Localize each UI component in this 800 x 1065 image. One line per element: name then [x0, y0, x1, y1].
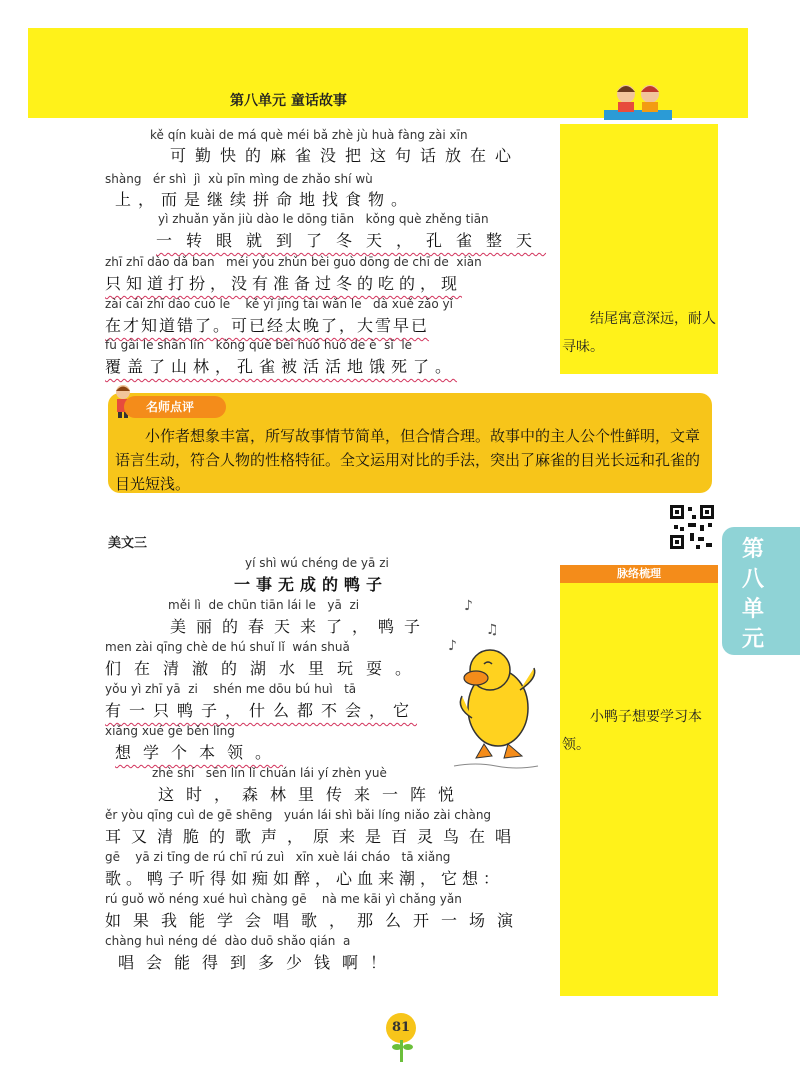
- section-label: 美文三: [108, 536, 148, 551]
- outline-note: 小鸭子想要学习本领。: [562, 709, 702, 753]
- text-line: 在才知道错了。可已经太晚了，大雪早已: [105, 316, 430, 335]
- story-title: 一事无成的鸭子: [234, 575, 389, 594]
- text-line: 想学个本领。: [115, 743, 284, 762]
- text-line: 如果我能学会唱歌，那么开一场演: [105, 911, 526, 930]
- music-note-icon: ♫: [486, 622, 499, 638]
- pinyin-line: yì zhuǎn yǎn jiù dào le dōng tiān kǒng què zhěng tiān: [158, 212, 489, 226]
- pinyin-line: zhè shí sēn lín lǐ chuán lái yí zhèn yuè: [152, 766, 387, 780]
- pinyin-line: ěr yòu qīng cuì de gē shēng yuán lái shì bǎi líng niǎo zài chàng: [105, 808, 492, 822]
- unit-title: 第八单元 童话故事: [230, 93, 347, 109]
- text-line: 这时，森林里传来一阵悦: [158, 785, 467, 804]
- pinyin-line: gē yā zi tīng de rú chī rú zuì xīn xuè lái cháo tā xiǎng: [105, 850, 451, 864]
- flower-leaf: [392, 1044, 402, 1050]
- qr-code-icon: [668, 503, 716, 551]
- text-line: 上，而是继续拼命地找食物。: [115, 190, 415, 209]
- text-line: 只知道打扮，没有准备过冬的吃的，现: [105, 274, 463, 293]
- text-line: 可勤快的麻雀没把这句话放在心: [170, 146, 521, 165]
- text-line: 一转眼就到了冬天，孔雀整天: [156, 231, 547, 250]
- outline-title: 脉络梳理: [560, 565, 718, 583]
- pinyin-line: rú guǒ wǒ néng xué huì chàng gē nà me kāi yì chǎng yǎn: [105, 892, 462, 906]
- flower-stem: [400, 1040, 403, 1062]
- music-note-icon: ♪: [448, 638, 457, 654]
- unit-tab-label: 第八单元: [741, 537, 764, 652]
- duck-illustration: [446, 598, 544, 773]
- text-line: 耳又清脆的歌声，原来是百灵鸟在唱: [105, 827, 522, 846]
- text-line: 美丽的春天来了，鸭子: [170, 617, 431, 636]
- text-line: 歌。鸭子听得如痴如醉，心血来潮，它想：: [105, 869, 505, 888]
- text-line: 们在清澈的湖水里玩耍。: [105, 659, 425, 678]
- text-line: 有一只鸭子，什么都不会，它: [105, 701, 418, 720]
- music-note-icon: ♪: [464, 598, 473, 614]
- pinyin-line: zài cái zhī dào cuò le kě yǐ jīng tài wǎn le dà xuě zǎo yǐ: [105, 297, 453, 311]
- pinyin-line: měi lì de chūn tiān lái le yā zi: [168, 598, 360, 612]
- text-line: 唱会能得到多少钱啊！: [118, 953, 399, 972]
- pinyin-line: yǒu yì zhī yā zi shén me dōu bú huì tā: [105, 682, 357, 696]
- text-line: 覆盖了山林，孔雀被活活地饿死了。: [105, 357, 458, 376]
- story-title-pinyin: yí shì wú chéng de yā zi: [245, 556, 389, 570]
- children-reading-icon: [598, 78, 678, 126]
- pinyin-line: xiǎng xué gè běn lǐng: [105, 724, 235, 738]
- flower-leaf: [403, 1044, 413, 1050]
- pinyin-line: zhī zhī dào dǎ ban méi yǒu zhǔn bèi guò dōng de chī de xiàn: [105, 255, 482, 269]
- teacher-comment-title: 名师点评: [124, 396, 226, 418]
- pinyin-line: shàng ér shì jì xù pīn mìng de zhǎo shí wù: [105, 172, 373, 186]
- pinyin-line: men zài qīng chè de hú shuǐ lǐ wán shuǎ: [105, 640, 350, 654]
- teacher-comment-body: 小作者想象丰富，所写故事情节简单，但合情合理。故事中的主人公个性鲜明，文章语言生动，符合人物的性格特征。全文运用对比的手法，突出了麻雀的目光长远和孔雀的目光短浅。: [115, 427, 701, 493]
- notes-sidebar-bottom: [560, 583, 718, 996]
- page-number: 81: [386, 1013, 416, 1043]
- pinyin-line: fù gài le shān lín kǒng què bèi huó huó de è sǐ le: [105, 338, 413, 352]
- pinyin-line: chàng huì néng dé dào duō shǎo qián a: [105, 934, 351, 948]
- ending-note: 结尾寓意深远，耐人寻味。: [562, 311, 716, 355]
- pinyin-line: kě qín kuài de má què méi bǎ zhè jù huà fàng zài xīn: [150, 128, 468, 142]
